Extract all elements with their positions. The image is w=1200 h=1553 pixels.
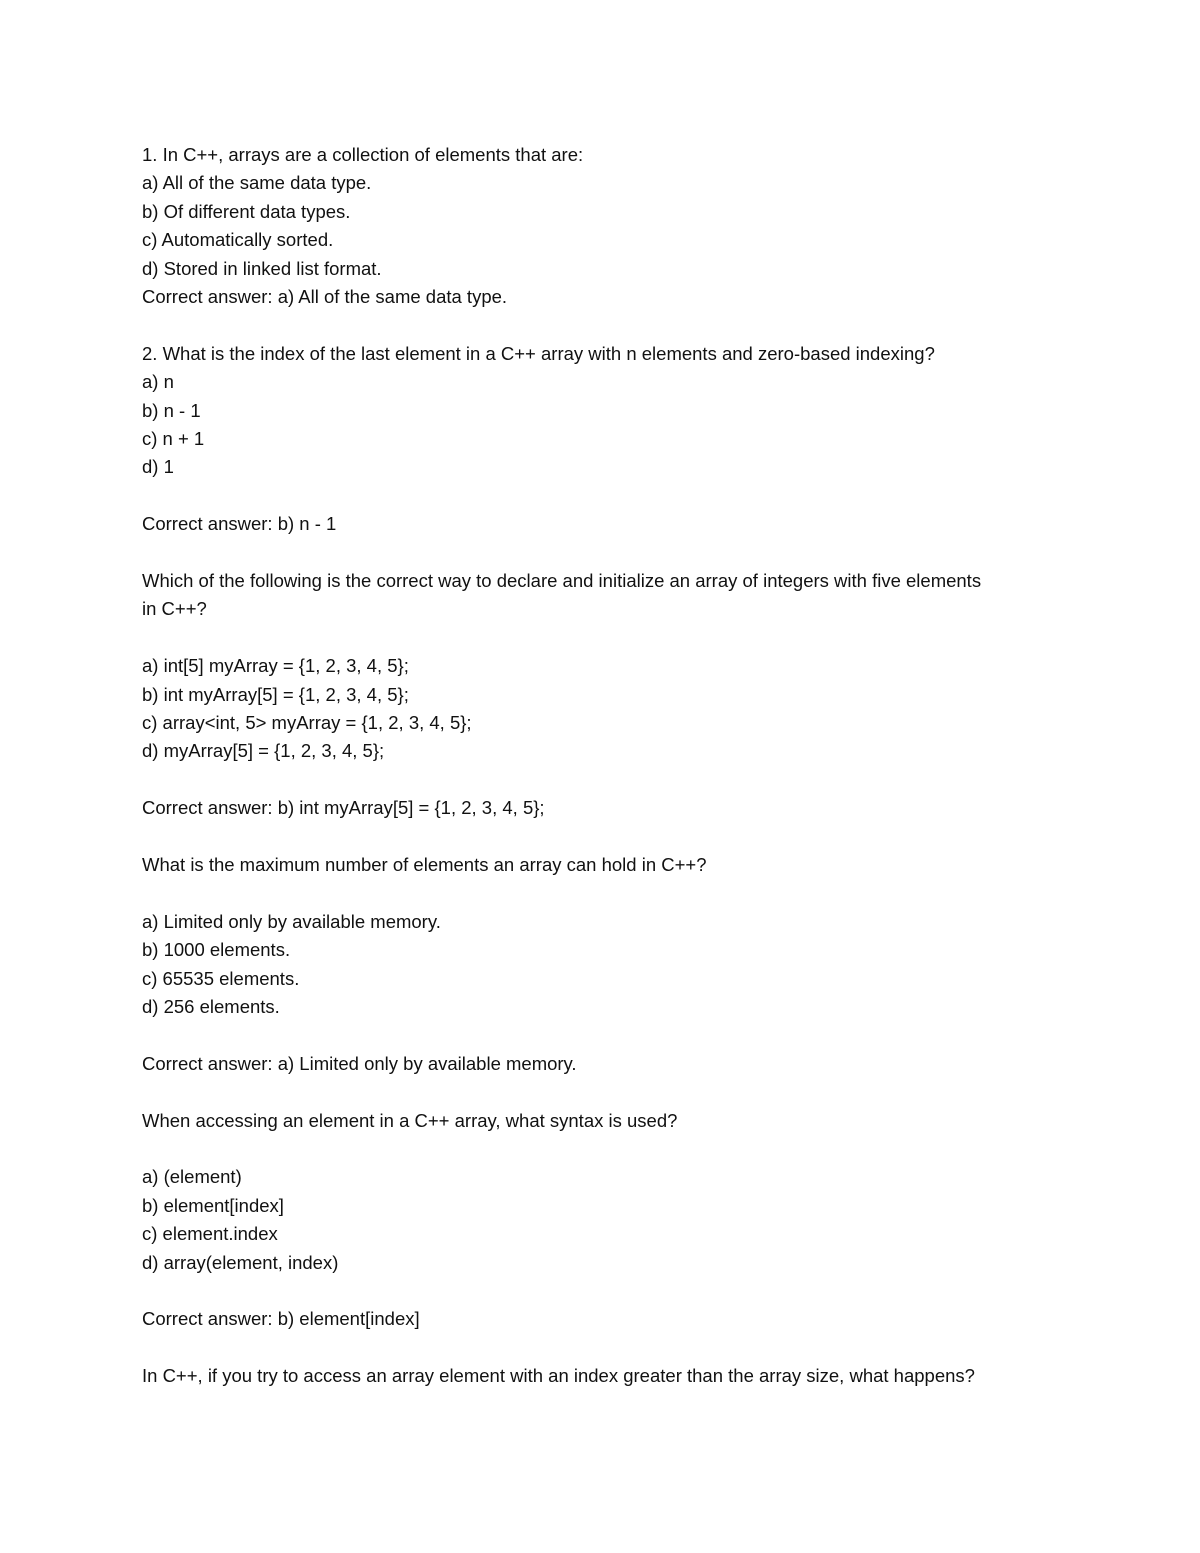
quiz-content: [142, 141, 1062, 1391]
spacer: [142, 823, 1062, 851]
question-5-option-b: b) element[index]: [142, 1194, 284, 1216]
question-5-text: When accessing an element in a C++ array, what syntax is used?: [142, 1109, 678, 1131]
question-2-option-b: b) n - 1: [142, 399, 201, 421]
question-3-option-b: b) int myArray[5] = {1, 2, 3, 4, 5};: [142, 683, 409, 705]
spacer: [142, 1078, 1062, 1106]
question-1-option-b: b) Of different data types.: [142, 200, 351, 222]
spacer: [142, 539, 1062, 567]
question-4-option-a: a) Limited only by available memory.: [142, 910, 441, 932]
question-3-text-line2: in C++?: [142, 598, 207, 620]
spacer: [142, 1135, 1062, 1163]
spacer: [142, 482, 1062, 510]
question-4-option-d: d) 256 elements.: [142, 996, 280, 1018]
question-2-option-d: d) 1: [142, 456, 174, 478]
question-2-option-c: c) n + 1: [142, 428, 205, 450]
question-1-option-c: c) Automatically sorted.: [142, 229, 334, 251]
spacer: [142, 1021, 1062, 1049]
question-3-option-c: c) array<int, 5> myArray = {1, 2, 3, 4, 5};: [142, 712, 472, 734]
spacer: [142, 311, 1062, 339]
spacer: [142, 879, 1062, 907]
question-4-option-b: b) 1000 elements.: [142, 939, 291, 961]
question-5-option-c: c) element.index: [142, 1223, 278, 1245]
question-4-option-c: c) 65535 elements.: [142, 967, 300, 989]
question-3-answer: Correct answer: b) int myArray[5] = {1, 2, 3, 4, 5};: [142, 797, 545, 819]
question-3-option-d: d) myArray[5] = {1, 2, 3, 4, 5};: [142, 740, 385, 762]
question-5-option-a: a) (element): [142, 1166, 242, 1188]
spacer: [142, 1334, 1062, 1362]
spacer: [142, 766, 1062, 794]
question-4-text: What is the maximum number of elements an array can hold in C++?: [142, 854, 707, 876]
question-2-option-a: a) n: [142, 371, 174, 393]
question-1-answer: Correct answer: a) All of the same data type.: [142, 286, 508, 308]
question-6-text: In C++, if you try to access an array element with an index greater than the array size, what happens?: [142, 1365, 975, 1387]
question-2-answer: Correct answer: b) n - 1: [142, 513, 337, 535]
question-1-text: 1. In C++, arrays are a collection of elements that are:: [142, 144, 584, 165]
question-3-text-line1: Which of the following is the correct way to declare and initialize an array of integers with five elements: [142, 570, 982, 592]
question-4-answer: Correct answer: a) Limited only by available memory.: [142, 1052, 577, 1074]
question-1-option-d: d) Stored in linked list format.: [142, 257, 382, 279]
spacer: [142, 1277, 1062, 1305]
spacer: [142, 624, 1062, 652]
question-5-answer: Correct answer: b) element[index]: [142, 1308, 420, 1330]
question-1-option-a: a) All of the same data type.: [142, 172, 372, 194]
question-2-text: 2. What is the index of the last element in a C++ array with n elements and zero-based indexing?: [142, 342, 935, 364]
question-3-option-a: a) int[5] myArray = {1, 2, 3, 4, 5};: [142, 655, 409, 677]
question-5-option-d: d) array(element, index): [142, 1251, 339, 1273]
